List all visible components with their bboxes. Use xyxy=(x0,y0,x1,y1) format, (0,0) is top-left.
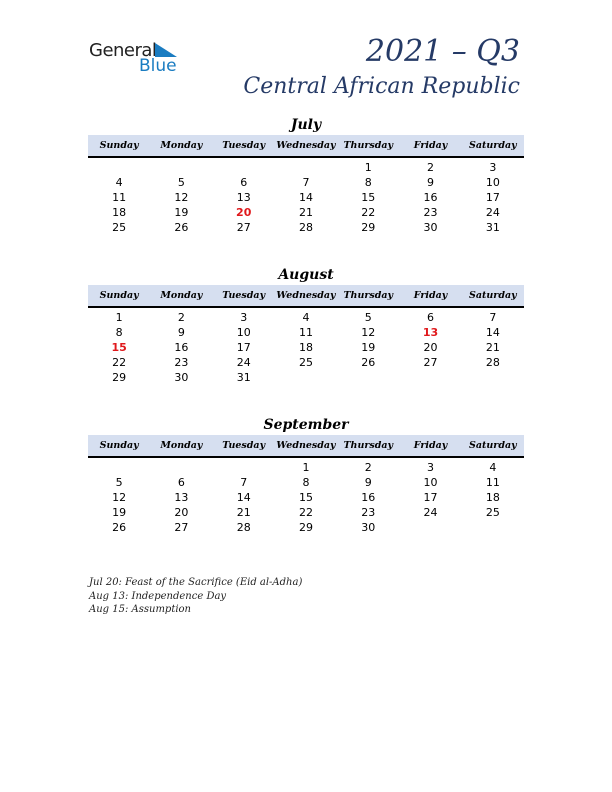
day-cell: 6 xyxy=(240,176,248,189)
weekday-label: Friday xyxy=(413,440,448,451)
day-cell: 21 xyxy=(236,506,251,519)
day-cell: 15 xyxy=(361,191,376,204)
holiday-note: Aug 15: Assumption xyxy=(89,604,192,615)
weekday-header xyxy=(88,435,524,458)
day-cell: 21 xyxy=(298,206,313,219)
day-cell: 12 xyxy=(174,191,189,204)
week-row xyxy=(88,160,524,175)
day-cell: 3 xyxy=(427,461,435,474)
day-cell: 28 xyxy=(485,356,500,369)
day-cell: 18 xyxy=(485,491,500,504)
day-cell: 11 xyxy=(298,326,313,339)
day-cell: 5 xyxy=(364,311,372,324)
day-cell: 21 xyxy=(485,341,500,354)
weekday-label: Tuesday xyxy=(222,290,266,301)
day-cell: 4 xyxy=(302,311,310,324)
day-cell: 18 xyxy=(112,206,127,219)
day-cell: 11 xyxy=(485,476,500,489)
day-cell: 4 xyxy=(115,176,123,189)
day-cell xyxy=(337,370,399,385)
day-cell: 30 xyxy=(174,371,189,384)
holiday-note: Jul 20: Feast of the Sacrifice (Eid al-Adha) xyxy=(89,577,303,588)
day-cell: 26 xyxy=(112,521,127,534)
holiday-note: Aug 13: Independence Day xyxy=(89,590,227,602)
day-cell: 23 xyxy=(361,506,376,519)
logo xyxy=(89,40,177,76)
weekday-label: Wednesday xyxy=(276,140,336,151)
weekday-label: Monday xyxy=(160,140,203,151)
holiday-day: 13 xyxy=(422,326,439,339)
day-cell: 5 xyxy=(177,176,185,189)
day-cell: 6 xyxy=(427,311,435,324)
day-cell: 24 xyxy=(485,206,500,219)
day-cell: 24 xyxy=(423,506,438,519)
day-cell: 7 xyxy=(240,476,248,489)
weekday-label: Saturday xyxy=(469,140,517,151)
day-cell: 9 xyxy=(364,476,372,489)
weekday-header xyxy=(88,285,524,308)
day-cell: 22 xyxy=(298,506,313,519)
day-cell xyxy=(88,460,150,475)
day-cell: 27 xyxy=(174,521,189,534)
day-cell: 17 xyxy=(236,341,251,354)
week-row xyxy=(88,220,524,235)
day-cell: 8 xyxy=(115,326,123,339)
day-cell xyxy=(213,460,275,475)
day-cell: 6 xyxy=(177,476,185,489)
day-cell: 14 xyxy=(298,191,313,204)
day-cell: 23 xyxy=(423,206,438,219)
weekday-label: Tuesday xyxy=(222,140,266,151)
day-cell: 5 xyxy=(115,476,123,489)
day-cell: 26 xyxy=(361,356,376,369)
logo-blue: Blue xyxy=(139,56,177,76)
day-cell: 20 xyxy=(174,506,189,519)
day-cell: 16 xyxy=(423,191,438,204)
day-cell: 15 xyxy=(298,491,313,504)
day-cell: 9 xyxy=(427,176,435,189)
day-cell: 10 xyxy=(236,326,251,339)
day-cell xyxy=(462,520,524,535)
week-row xyxy=(88,475,524,490)
page-title: 2021 – Q3 xyxy=(365,34,520,69)
day-cell: 28 xyxy=(236,521,251,534)
weekday-label: Thursday xyxy=(343,440,394,451)
weekday-label: Saturday xyxy=(469,440,517,451)
day-cell xyxy=(150,160,212,175)
holiday-notes xyxy=(89,576,302,617)
weekday-label: Sunday xyxy=(99,140,139,151)
day-cell: 22 xyxy=(112,356,127,369)
week-row xyxy=(88,325,524,340)
day-cell: 25 xyxy=(112,221,127,234)
week-row xyxy=(88,520,524,535)
week-row xyxy=(88,175,524,190)
day-cell: 4 xyxy=(489,461,497,474)
month-august xyxy=(88,265,524,385)
day-cell: 16 xyxy=(174,341,189,354)
month-title: July xyxy=(290,117,322,133)
day-cell: 25 xyxy=(298,356,313,369)
holiday-day: 15 xyxy=(111,341,127,354)
day-cell: 25 xyxy=(485,506,500,519)
day-cell: 30 xyxy=(361,521,376,534)
day-cell: 23 xyxy=(174,356,189,369)
weekday-header xyxy=(88,135,524,158)
day-cell: 26 xyxy=(174,221,189,234)
day-cell: 8 xyxy=(302,476,310,489)
day-cell: 22 xyxy=(361,206,376,219)
day-cell: 8 xyxy=(364,176,372,189)
day-cell: 20 xyxy=(423,341,438,354)
day-cell: 13 xyxy=(174,491,189,504)
logo-general: General xyxy=(89,40,157,61)
day-cell: 29 xyxy=(361,221,376,234)
day-cell xyxy=(275,370,337,385)
day-cell xyxy=(275,160,337,175)
country-title: Central African Republic xyxy=(243,74,520,99)
week-row xyxy=(88,490,524,505)
day-cell: 1 xyxy=(364,161,372,174)
week-row xyxy=(88,190,524,205)
day-cell: 19 xyxy=(174,206,189,219)
day-cell: 13 xyxy=(236,191,251,204)
day-cell: 12 xyxy=(112,491,127,504)
weekday-label: Wednesday xyxy=(276,440,336,451)
day-cell: 31 xyxy=(236,371,251,384)
weekday-label: Wednesday xyxy=(276,290,336,301)
day-cell: 29 xyxy=(298,521,313,534)
weekday-label: Saturday xyxy=(469,290,517,301)
weekday-label: Monday xyxy=(160,290,203,301)
month-september xyxy=(88,415,524,535)
weekday-label: Friday xyxy=(413,140,448,151)
holiday-day: 20 xyxy=(236,206,252,219)
day-cell: 7 xyxy=(302,176,310,189)
day-cell: 7 xyxy=(489,311,497,324)
weekday-label: Friday xyxy=(413,290,448,301)
day-cell: 10 xyxy=(423,476,438,489)
week-row xyxy=(88,505,524,520)
day-cell xyxy=(150,460,212,475)
day-cell: 3 xyxy=(240,311,248,324)
logo-triangle-icon xyxy=(155,43,177,57)
week-row xyxy=(88,460,524,475)
week-row xyxy=(88,355,524,370)
day-cell: 17 xyxy=(485,191,500,204)
day-cell: 11 xyxy=(112,191,127,204)
day-cell: 17 xyxy=(423,491,438,504)
day-cell: 2 xyxy=(427,161,435,174)
month-title: September xyxy=(263,417,349,433)
day-cell: 29 xyxy=(112,371,127,384)
day-cell: 2 xyxy=(364,461,372,474)
day-cell: 16 xyxy=(361,491,376,504)
weekday-label: Sunday xyxy=(99,290,139,301)
day-cell xyxy=(462,370,524,385)
weekday-label: Thursday xyxy=(343,290,394,301)
day-cell xyxy=(213,160,275,175)
week-row xyxy=(88,340,524,355)
day-cell xyxy=(399,520,461,535)
day-cell: 28 xyxy=(298,221,313,234)
day-cell: 9 xyxy=(177,326,185,339)
day-cell: 31 xyxy=(485,221,500,234)
day-cell: 2 xyxy=(177,311,185,324)
week-row xyxy=(88,370,524,385)
day-cell: 30 xyxy=(423,221,438,234)
week-row xyxy=(88,310,524,325)
weekday-label: Tuesday xyxy=(222,440,266,451)
day-cell xyxy=(399,370,461,385)
day-cell: 14 xyxy=(236,491,251,504)
weekday-label: Thursday xyxy=(343,140,394,151)
day-cell: 19 xyxy=(361,341,376,354)
day-cell: 10 xyxy=(485,176,500,189)
day-cell: 1 xyxy=(302,461,310,474)
day-cell: 27 xyxy=(423,356,438,369)
month-july xyxy=(88,115,524,235)
day-cell: 27 xyxy=(236,221,251,234)
day-cell: 1 xyxy=(115,311,123,324)
day-cell: 24 xyxy=(236,356,251,369)
day-cell: 12 xyxy=(361,326,376,339)
day-cell: 19 xyxy=(112,506,127,519)
day-cell: 14 xyxy=(485,326,500,339)
week-row xyxy=(88,205,524,220)
month-title: August xyxy=(278,267,334,283)
weekday-label: Sunday xyxy=(99,440,139,451)
day-cell: 18 xyxy=(298,341,313,354)
day-cell xyxy=(88,160,150,175)
weekday-label: Monday xyxy=(160,440,203,451)
day-cell: 3 xyxy=(489,161,497,174)
